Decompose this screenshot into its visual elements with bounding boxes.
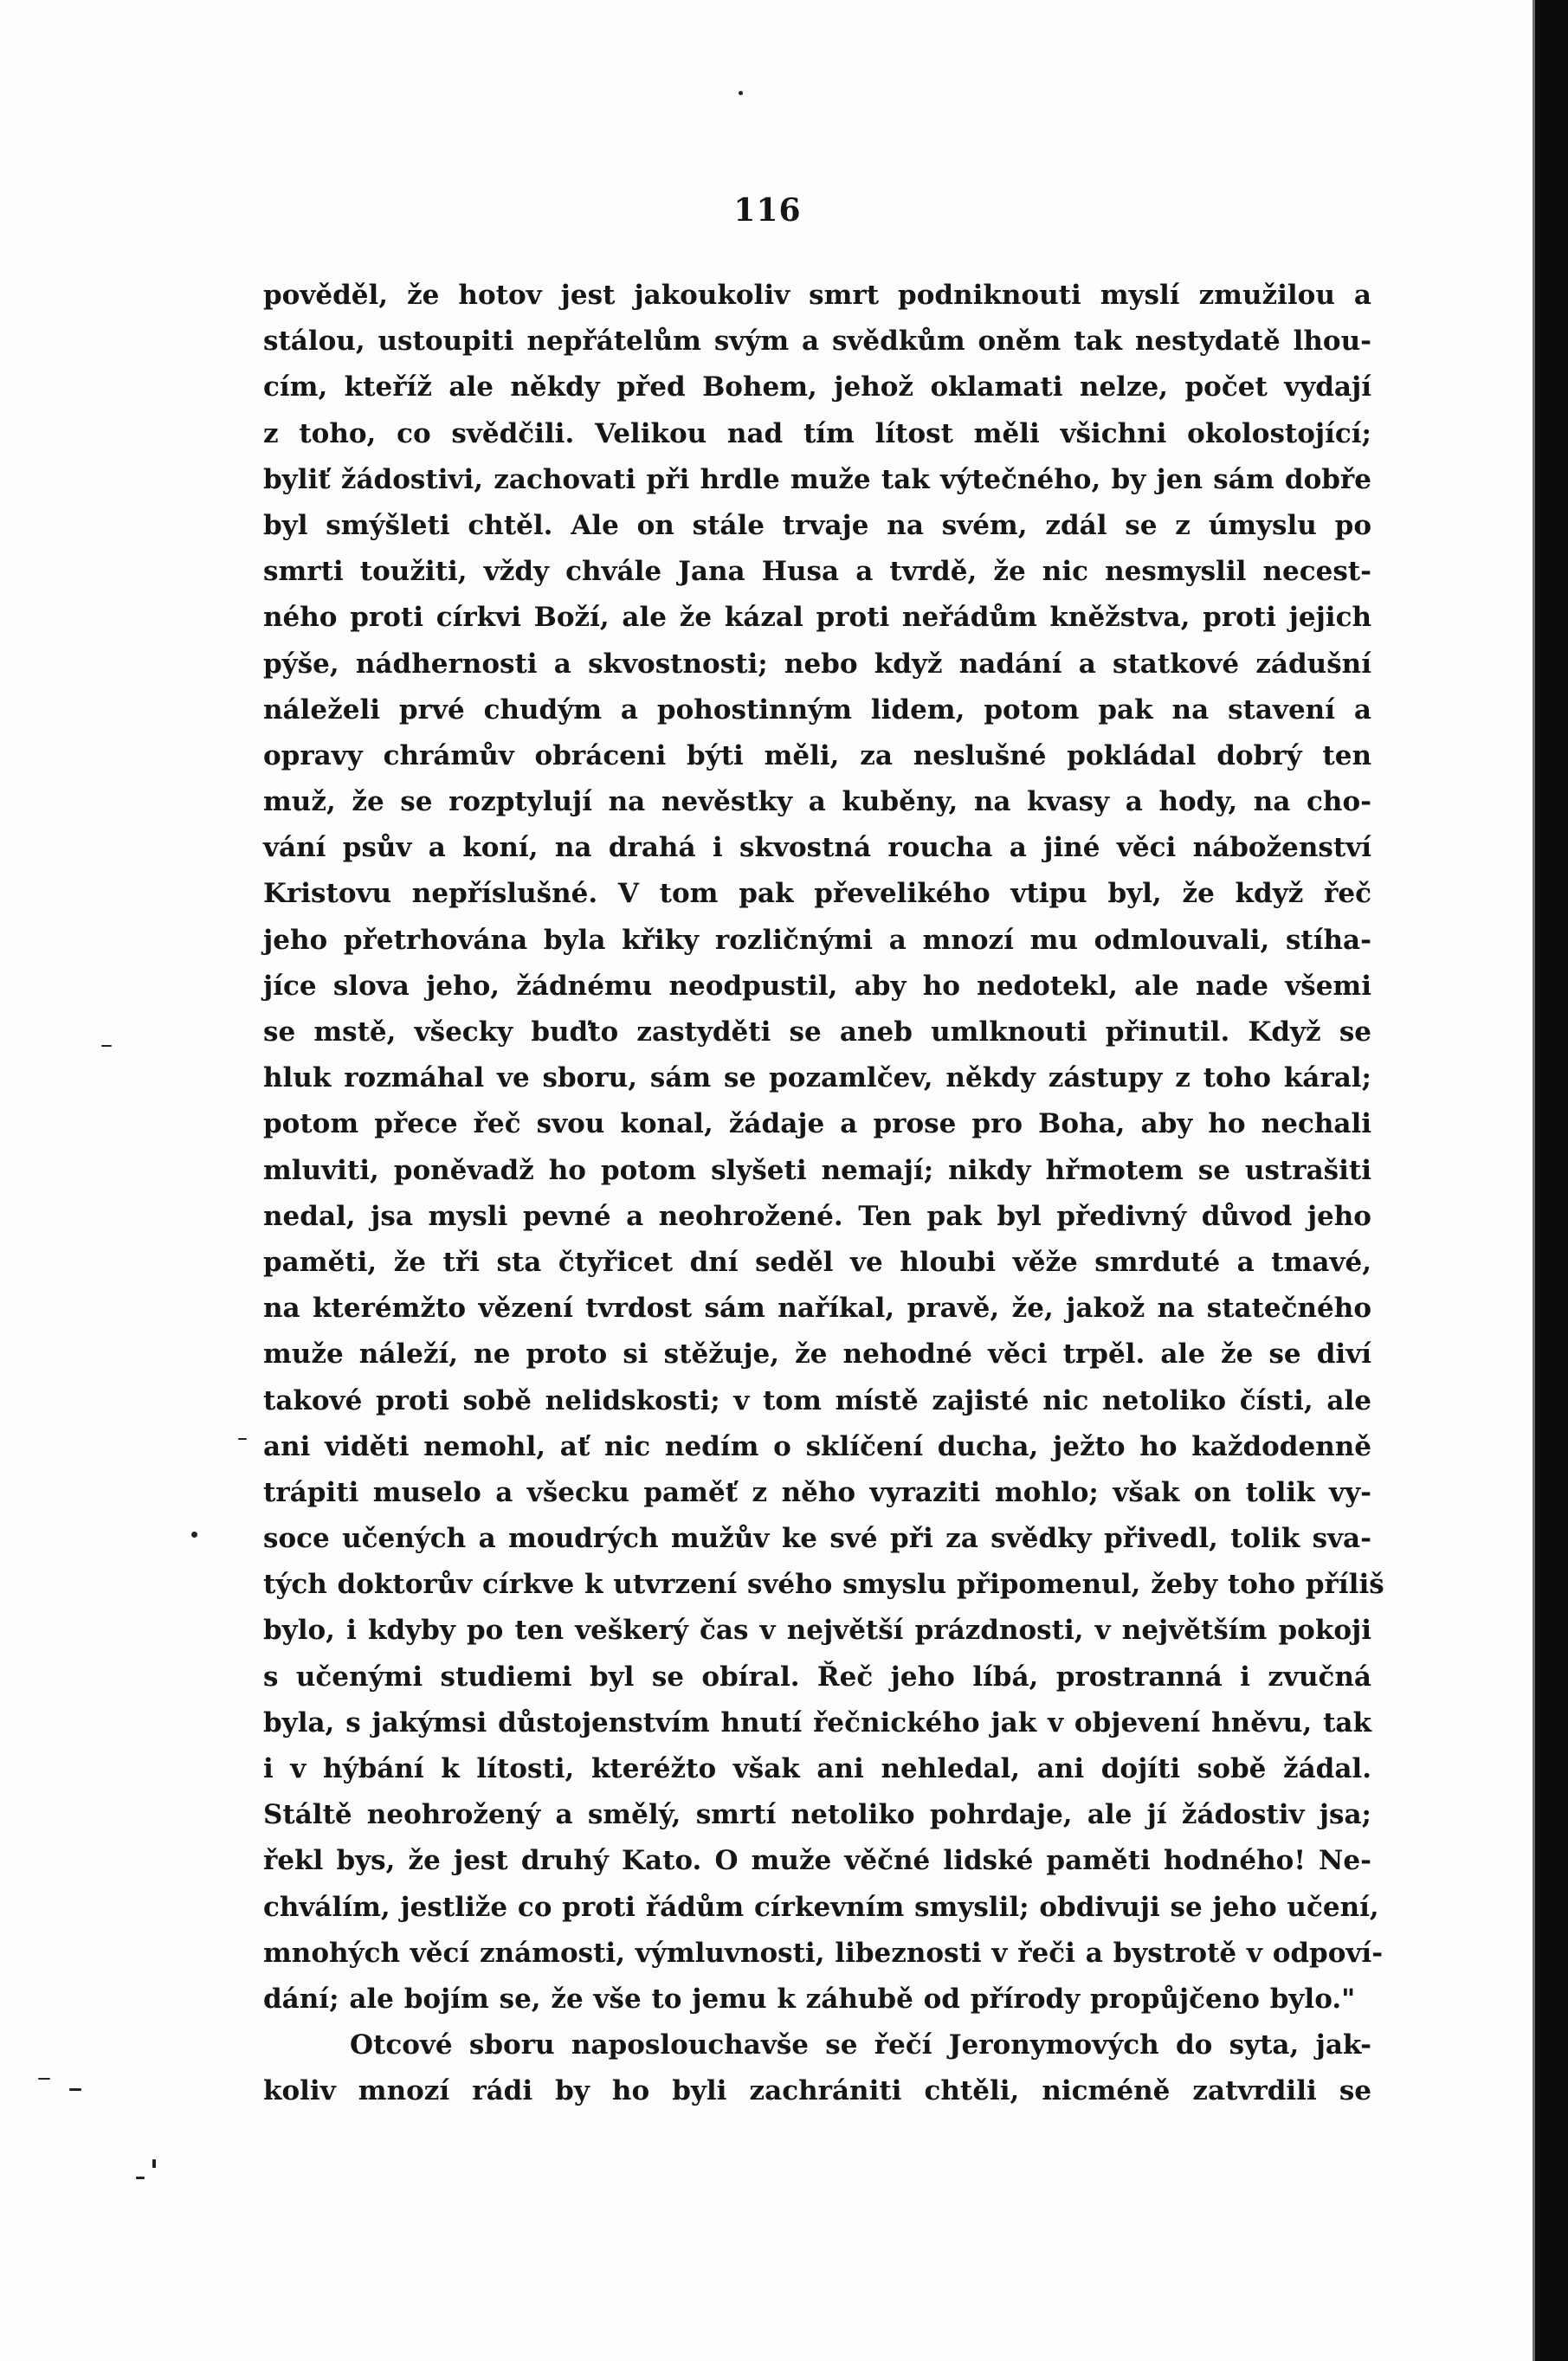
text-line: potom přece řeč svou konal, žádaje a prose pro Boha, aby ho nechali [263,1108,1371,1140]
text-line: koliv mnozí rádi by ho byli zachrániti chtěli, nicméně zatvrdili se [263,2075,1371,2107]
text-line: řekl bys, že jest druhý Kato. O muže věčné lidské paměti hodného! Ne- [263,1845,1371,1877]
text-line: stálou, ustoupiti nepřátelům svým a svědkům oněm tak nestydatě lhou- [263,326,1371,358]
text-line: nedal, jsa mysli pevné a neohrožené. Ten pak byl předivný důvod jeho [263,1200,1371,1232]
text-line: paměti, že tři sta čtyřicet dní seděl ve hloubi věže smrduté a tmavé, [263,1246,1371,1278]
text-line: bylo, i kdyby po ten veškerý čas v největší prázdnosti, v největším pokoji [263,1615,1371,1647]
text-line: s učenými studiemi byl se obíral. Řeč jeho líbá, prostranná i zvučná [263,1661,1371,1693]
scan-speck [191,1532,197,1538]
text-line: byl smýšleti chtěl. Ale on stále trvaje na svém, zdál se z úmyslu po [263,509,1371,541]
scan-speck [69,2088,81,2091]
text-line: byliť žádostivi, zachovati při hrdle muže tak výtečného, by jen sám dobře [263,463,1371,495]
scan-speck [101,1045,112,1047]
text-line: Stáltě neohrožený a smělý, smrtí netoliko pohrdaje, ale jí žádostiv jsa; [263,1799,1371,1831]
text-line: náleželi prvé chudým a pohostinným lidem, potom pak na stavení a [263,693,1371,726]
body-text [263,273,1384,2115]
scan-border [1535,0,1568,2361]
paragraph-start-line: Otcové sboru naposlouchavše se řečí Jeronymových do syta, jak- [350,2029,1371,2061]
text-line: mnohých věcí známosti, výmluvnosti, libeznosti v řeči a bystrotě v odpoví- [263,1937,1384,1969]
text-line: jeho přetrhována byla křiky rozličnými a mnozí mu odmlouvali, stíha- [263,924,1371,956]
scan-speck [38,2078,50,2080]
text-line: vání psův a koní, na drahá i skvostná roucha a jiné věci náboženství [263,832,1371,864]
text-line: dání; ale bojím se, že vše to jemu k záhubě od přírody propůjčeno bylo." [263,1983,1356,2015]
text-line: mluviti, poněvadž ho potom slyšeti nemají; nikdy hřmotem se ustrašiti [263,1154,1371,1186]
text-line: ani viděti nemohl, ať nic nedím o sklíčení ducha, ježto ho každodenně [263,1430,1371,1462]
text-line: pýše, nádhernosti a skvostnosti; nebo když nadání a statkové zádušní [263,648,1371,680]
text-line: chválím, jestliže co proti řádům církevním smyslil; obdivuji se jeho učení, [263,1891,1379,1923]
text-line: i v hýbání k lítosti, kteréžto však ani nehledal, ani dojíti sobě žádal. [263,1753,1371,1784]
text-line: muže náleží, ne proto si stěžuje, že nehodné věci trpěl. ale že se diví [263,1339,1371,1371]
text-line: jíce slova jeho, žádnému neodpustil, aby ho nedotekl, ale nade všemi [263,970,1371,1002]
text-line: takové proti sobě nelidskosti; v tom místě zajisté nic netoliko čísti, ale [263,1384,1371,1416]
text-line: hluk rozmáhal ve sboru, sám se pozamlčev, někdy zástupy z toho káral; [263,1062,1371,1094]
text-line: cím, kteříž ale někdy před Bohem, jehož oklamati nelze, počet vydají [263,371,1371,403]
text-line: trápiti muselo a všecku paměť z něho vyraziti mohlo; však on tolik vy- [263,1476,1371,1508]
text-line: se mstě, všecky buďto zastyděti se aneb umlknouti přinutil. Když se [263,1016,1371,1048]
text-line: pověděl, že hotov jest jakoukoliv smrt podniknouti myslí zmužilou a [263,280,1371,311]
scan-speck [739,91,743,95]
text-line: smrti toužiti, vždy chvále Jana Husa a tvrdě, že nic nesmyslil necest- [263,556,1371,588]
page-number: 116 [733,192,802,229]
text-line: tých doktorův církve k utvrzení svého smyslu připomenul, žeby toho příliš [263,1569,1384,1601]
text-line: z toho, co svědčili. Velikou nad tím lítost měli všichni okolostojící; [263,417,1371,449]
scan-speck [136,2177,145,2179]
scan-speck [152,2159,156,2168]
text-line: opravy chrámův obráceni býti měli, za neslušné pokládal dobrý ten [263,739,1371,771]
text-line: muž, že se rozptylují na nevěstky a kuběny, na kvasy a hody, na cho- [263,786,1371,818]
text-line: byla, s jakýmsi důstojenstvím hnutí řečnického jak v objevení hněvu, tak [263,1706,1371,1738]
text-line: ného proti církvi Boží, ale že kázal proti neřádům kněžstva, proti jejich [263,602,1371,634]
scan-speck [238,1438,247,1440]
text-line: na kterémžto vězení tvrdost sám naříkal, pravě, že, jakož na statečného [263,1293,1371,1325]
text-line: soce učených a moudrých mužův ke své při za svědky přivedl, tolik sva- [263,1523,1371,1555]
text-line: Kristovu nepříslušné. V tom pak převelikého vtipu byl, že když řeč [263,878,1371,910]
